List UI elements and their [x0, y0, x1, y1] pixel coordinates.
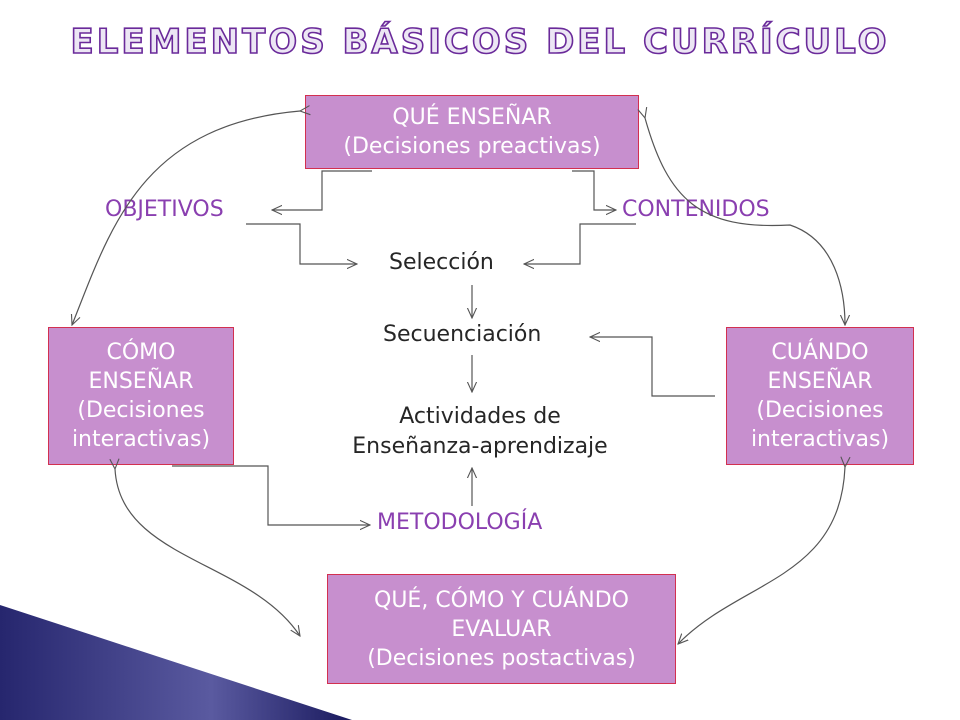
box-evaluar-text: QUÉ, CÓMO Y CUÁNDO EVALUAR (Decisiones postactivas)	[367, 587, 636, 671]
connector-como-to-metodologia	[172, 466, 370, 525]
connector-contenidos-to-seleccion	[524, 224, 636, 264]
label-seleccion: Selección	[389, 250, 494, 275]
cycle-que-cuando	[645, 118, 845, 325]
connector-que-to-contenidos	[572, 171, 616, 210]
label-actividades: Actividades de Enseñanza-aprendizaje	[352, 404, 608, 459]
label-contenidos: CONTENIDOS	[622, 197, 770, 222]
box-que-ensenar-text: QUÉ ENSEÑAR (Decisiones preactivas)	[343, 105, 601, 159]
label-secuenciacion: Secuenciación	[383, 322, 542, 347]
box-como-ensenar-text: CÓMO ENSEÑAR (Decisiones interactivas)	[71, 340, 211, 452]
label-metodologia: METODOLOGÍA	[377, 510, 543, 535]
diagram-title: ELEMENTOS BÁSICOS DEL CURRÍCULO	[70, 22, 890, 62]
cycle-que-como	[72, 111, 300, 325]
connector-cuando-to-secuenciacion	[590, 337, 715, 396]
connector-objetivos-to-seleccion	[246, 224, 357, 264]
label-objetivos: OBJETIVOS	[105, 197, 224, 222]
connector-que-to-objetivos	[272, 171, 372, 210]
cycle-como-evaluar	[115, 469, 300, 636]
box-cuando-ensenar-text: CUÁNDO ENSEÑAR (Decisiones interactivas)	[750, 340, 890, 452]
cycle-cuando-evaluar	[678, 467, 845, 644]
